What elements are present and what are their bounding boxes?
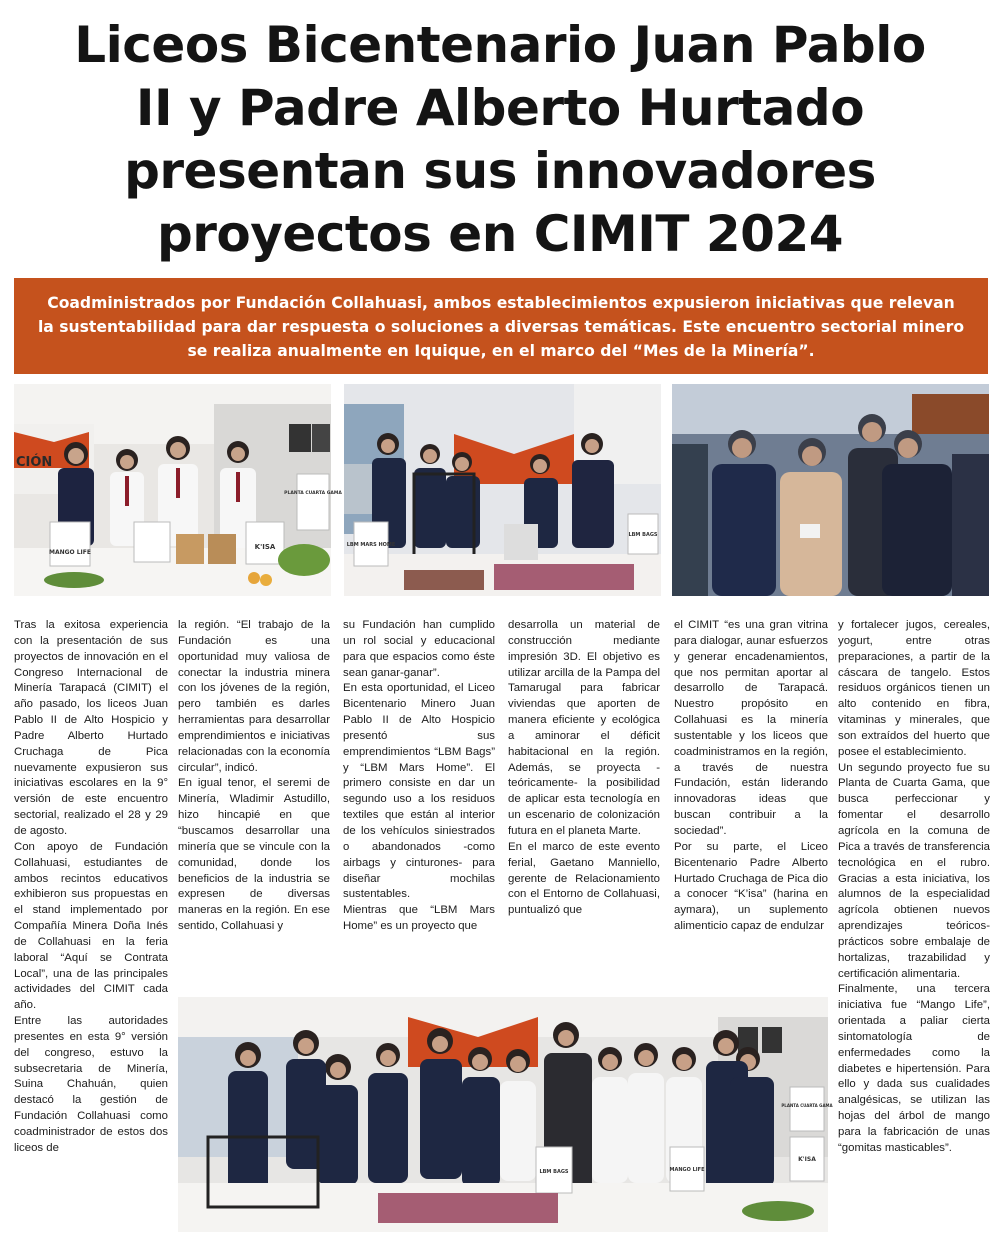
- lead-line: la sustentabilidad para dar respuesta o soluciones a diversas temáticas. Este encuentro sectorial minero: [37, 318, 965, 336]
- paragraph: desarrolla un material de construcción mediante impresión 3D. El objetivo es utilizar arcilla de la Pampa del Tamarugal para fabricar viviendas que aporten de manera eficiente y ecológica a aminorar el déficit habitacional en la región. Además, se proyecta -teóricamente- la posibilidad de aplicar esta tecnología en un escenario de colonización futura en el planeta Marte.: [508, 619, 660, 837]
- paragraph: Con apoyo de Fundación Collahuasi, estudiantes de ambos recintos educativos exhibieron sus propuestas en el stand implementado por Compañía Minera Doña Inés de Collahuasi en la feria laboral “Aquí se Contrata Local”, una de las principales actividades del CIMIT cada año.: [14, 840, 168, 1012]
- paragraph: En el marco de este evento ferial, Gaetano Manniello, gerente de Relacionamiento con el Entorno de Collahuasi, puntualizó que: [508, 840, 660, 917]
- sign-text: K'ISA: [254, 543, 276, 551]
- paragraph: Mientras que “LBM Mars Home” es un proyecto que: [343, 904, 495, 933]
- headline-line: II y Padre Alberto Hurtado: [135, 79, 865, 137]
- paragraph: Finalmente, una tercera iniciativa fue “Mango Life”, orientada a paliar cierta sintomatología de enfermedades como la diabetes e hipertensión. Para ello y dada sus cualidades analgésicas, se utilizan las hojas del árbol de mango para la fabricación de unas “gomitas masticables”.: [838, 983, 990, 1154]
- article-column-2: [178, 618, 330, 935]
- article-column-5: [674, 618, 828, 935]
- paragraph: Tras la exitosa experiencia con la presentación de sus proyectos de innovación en el Congreso Internacional de Minería Tarapacá (CIMIT) el año pasado, los liceos Juan Pablo II de Alto Hospicio y Padre Alberto Hurtado Cruchaga de Pica nuevamente expusieron sus iniciativas escolares en la 9° versión de este encuentro sectorial, realizado el 28 y 29 de agosto.: [14, 619, 168, 837]
- sign-text: PLANTA CUARTA GAMA: [284, 491, 342, 496]
- photo-students-stand: [14, 384, 342, 596]
- sign-text: PLANTA CUARTA GAMA: [781, 1103, 833, 1108]
- article-column-3: [343, 618, 495, 935]
- sign-text: LBM BAGS: [628, 532, 658, 538]
- paragraph: En esta oportunidad, el Liceo Bicentenario Minero Juan Pablo II de Alto Hospicio presentó sus emprendimientos “LBM Bags” y “LBM Mars Home”. El primero consiste en dar un segundo uso a los residuos textiles que están al interior de los vehículos siniestrados o abandonados -como airbags y cinturones- para diseñar mochilas sustentables.: [343, 682, 495, 901]
- headline: [20, 14, 980, 266]
- sign-text: MANGO LIFE: [669, 1167, 705, 1173]
- article-column-1: [14, 618, 168, 1157]
- paragraph: la región. “El trabajo de la Fundación es una oportunidad muy valiosa de conectar la industria minera con los jóvenes de la región, pero también es darles herramientas para desarrollar emprendimientos e iniciativas relacionadas con la economía circular”, indicó.: [178, 619, 330, 774]
- photo-group: [178, 997, 833, 1232]
- paragraph: Entre las autoridades presentes en esta 9° versión del congreso, estuvo la subsecretaria de Minería, Suina Chahuán, quien destacó la gestión de Fundación Collahuasi como coadministrador de estos dos liceos de: [14, 1015, 168, 1154]
- lead-line: se realiza anualmente en Iquique, en el marco del “Mes de la Minería”.: [187, 342, 815, 360]
- sign-text: LBM BAGS: [539, 1169, 569, 1175]
- lead-line: Coadministrados por Fundación Collahuasi, ambos establecimientos expusieron iniciativas que relevan: [47, 294, 955, 312]
- article-column-4: [508, 618, 660, 919]
- paragraph: su Fundación han cumplido un rol social y educacional para que espacios como éste sean ganar-ganar”.: [343, 619, 495, 679]
- paragraph: En igual tenor, el seremi de Minería, Wladimir Astudillo, hizo hincapié en que “buscamos desarrollar una minería que se vincule con la comunidad, donde los beneficios de la industria se expresen de diversas maneras en la región. En ese sentido, Collahuasi y: [178, 777, 330, 933]
- headline-line: proyectos en CIMIT 2024: [156, 205, 844, 263]
- photo-authorities: [672, 384, 989, 596]
- headline-line: presentan sus innovadores: [124, 142, 876, 200]
- sign-text: CIÓN: [16, 455, 53, 470]
- paragraph: Por su parte, el Liceo Bicentenario Padre Alberto Hurtado Cruchaga de Pica dio a conocer “K’isa” (harina en aymara), un suplemento alimenticio capaz de endulzar: [674, 840, 828, 933]
- sign-text: MANGO LIFE: [48, 549, 92, 556]
- paragraph: Un segundo proyecto fue su Planta de Cuarta Gama, que busca perfeccionar y fomentar el desarrollo agrícola en la comuna de Pica a través de transferencia tecnológica en el rubro. Gracias a esta iniciativa, los alumnos de la especialidad agrícola obtienen nuevos aprendizajes teóricos-prácticos sobre embalaje de hortalizas, trazabilidad y certificación alimentaria.: [838, 761, 990, 980]
- article-column-6: [838, 618, 990, 1157]
- sign-text: K'ISA: [798, 1156, 816, 1163]
- paragraph: el CIMIT “es una gran vitrina para dialogar, aunar esfuerzos y generar encadenamientos, que nos permitan aportar al desarrollo de Tarapacá. Nuestro propósito en Collahuasi es la minería sustentable y los liceos que coadministramos en la región, a través de nuestra Fundación, están liderando innovadoras ideas que buscan contribuir a la sociedad”.: [674, 619, 828, 837]
- photo-lbm-stand: [344, 384, 661, 596]
- headline-line: Liceos Bicentenario Juan Pablo: [74, 16, 926, 74]
- lead-summary-box: [14, 278, 988, 374]
- paragraph: y fortalecer jugos, cereales, yogurt, entre otras preparaciones, a partir de la cáscara de tangelo. Estos residuos orgánicos tienen un alto contenido en fibra, vitaminas y minerales, que son extraídos del huerto que posee el establecimiento.: [838, 619, 990, 758]
- sign-text: LBM MARS HOME: [346, 542, 396, 548]
